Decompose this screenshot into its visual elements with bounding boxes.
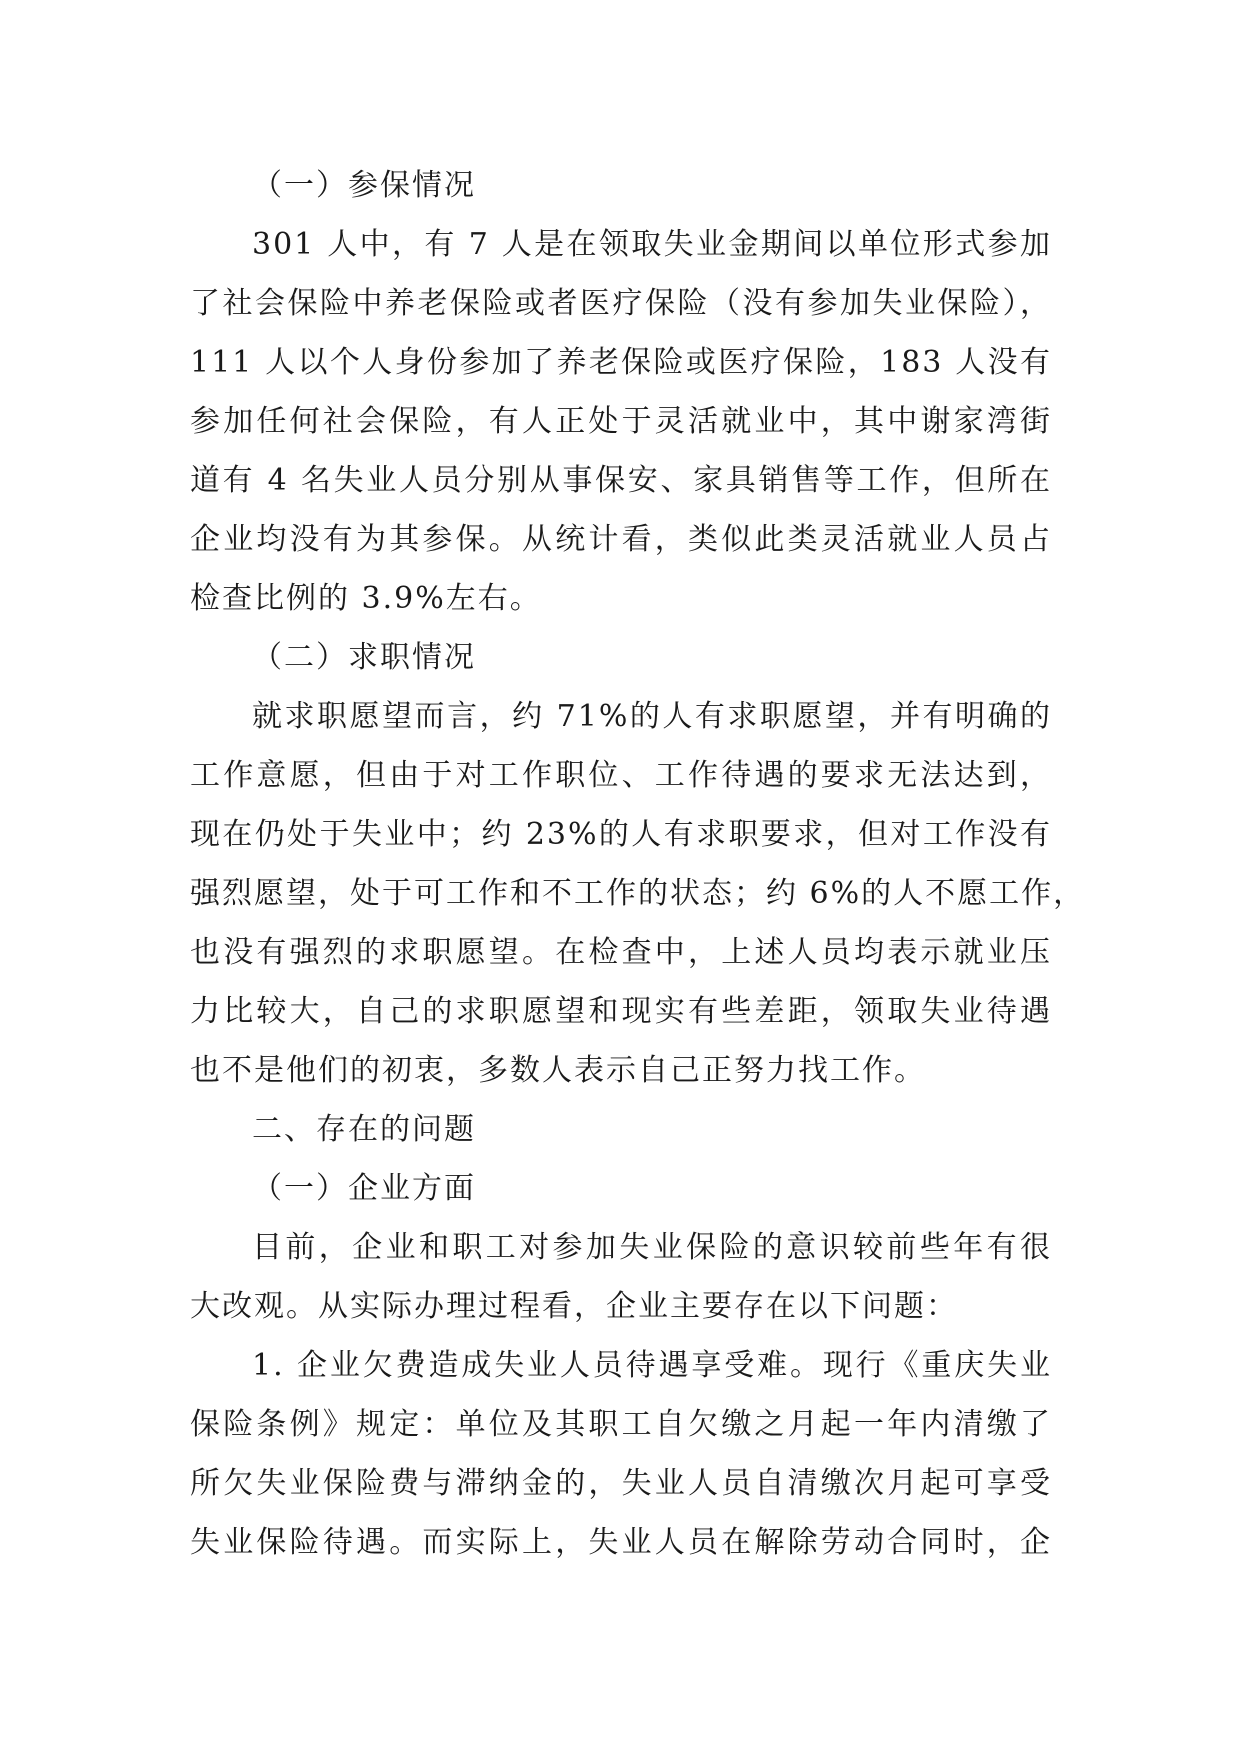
paragraph-line: 现在仍处于失业中；约 23%的人有求职要求，但对工作没有 <box>190 817 1052 852</box>
paragraph-line: 力比较大，自己的求职愿望和现实有些差距，领取失业待遇 <box>190 994 1052 1029</box>
paragraph-line: 就求职愿望而言，约 71%的人有求职愿望，并有明确的 <box>252 699 1052 734</box>
paragraph-line: 目前，企业和职工对参加失业保险的意识较前些年有很 <box>252 1230 1052 1265</box>
document-body <box>190 156 1086 1572</box>
paragraph-line: 企业均没有为其参保。从统计看，类似此类灵活就业人员占 <box>190 522 1052 557</box>
paragraph-line: 检查比例的 3.9%左右。 <box>190 581 542 616</box>
section-heading-enterprise: （一）企业方面 <box>252 1171 476 1206</box>
paragraph-line: 也不是他们的初衷，多数人表示自己正努力找工作。 <box>190 1053 926 1088</box>
paragraph-line: 保险条例》规定：单位及其职工自欠缴之月起一年内清缴了 <box>190 1407 1052 1442</box>
paragraph-line: 道有 4 名失业人员分别从事保安、家具销售等工作，但所在 <box>190 463 1052 498</box>
paragraph-line: 了社会保险中养老保险或者医疗保险（没有参加失业保险）， <box>190 286 1052 321</box>
paragraph-line: 强烈愿望，处于可工作和不工作的状态；约 6%的人不愿工作， <box>190 876 1086 911</box>
paragraph-line: 失业保险待遇。而实际上，失业人员在解除劳动合同时，企 <box>190 1525 1052 1560</box>
paragraph-line: 也没有强烈的求职愿望。在检查中，上述人员均表示就业压 <box>190 935 1052 970</box>
paragraph-line: 1. 企业欠费造成失业人员待遇享受难。现行《重庆失业 <box>252 1348 1052 1383</box>
paragraph-line: 工作意愿，但由于对工作职位、工作待遇的要求无法达到， <box>190 758 1052 793</box>
paragraph-line: 参加任何社会保险，有人正处于灵活就业中，其中谢家湾街 <box>190 404 1052 439</box>
paragraph-line: 111 人以个人身份参加了养老保险或医疗保险，183 人没有 <box>190 345 1052 380</box>
paragraph-line: 所欠失业保险费与滞纳金的，失业人员自清缴次月起可享受 <box>190 1466 1052 1501</box>
section-heading-problems: 二、存在的问题 <box>252 1112 476 1147</box>
paragraph-line: 301 人中，有 7 人是在领取失业金期间以单位形式参加 <box>252 227 1052 262</box>
paragraph-line: 大改观。从实际办理过程看，企业主要存在以下问题： <box>190 1289 958 1324</box>
section-heading-job-seeking: （二）求职情况 <box>252 640 476 675</box>
section-heading-enrollment: （一）参保情况 <box>252 168 476 203</box>
